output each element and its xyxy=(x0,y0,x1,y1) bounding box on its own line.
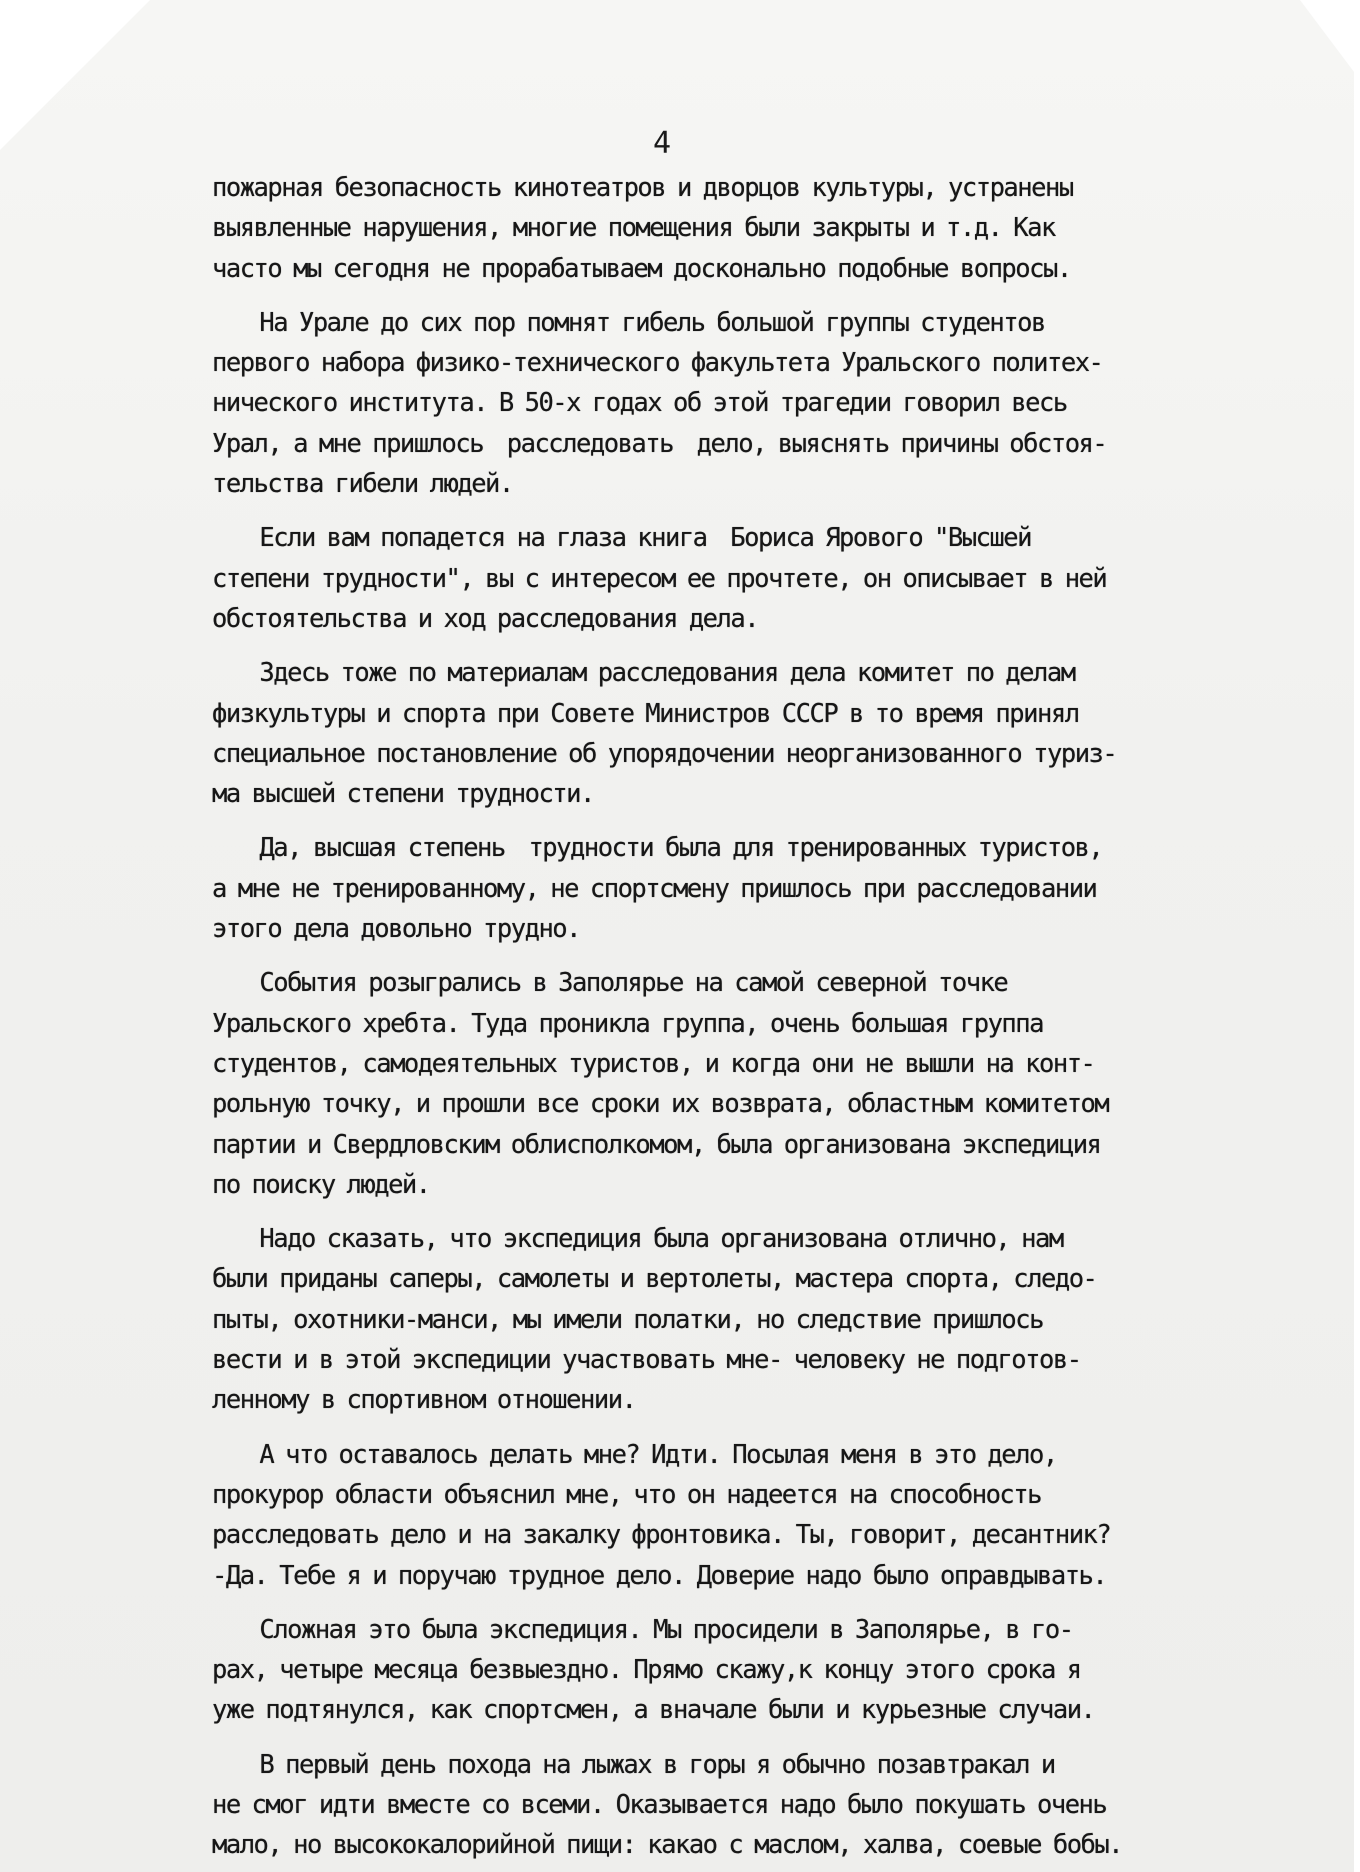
text-line: партии и Свердловским облисполкомом, была организована экспедиция xyxy=(212,1129,1101,1160)
text-line: Уральского хребта. Туда проникла группа, очень большая группа xyxy=(212,1008,1043,1039)
text-line: вести и в этой экспедиции участвовать мне- человеку не подготов- xyxy=(212,1345,1081,1376)
text-line: ма высшей степени трудности. xyxy=(212,779,594,810)
text-line: рах, четыре месяца безвыездно. Прямо скажу,к концу этого срока я xyxy=(212,1655,1081,1686)
text-line: пыты, охотники-манси, мы имели полатки, но следствие пришлось xyxy=(212,1304,1043,1335)
text-line: Если вам попадется на глаза книга Бориса Ярового "Высшей xyxy=(212,523,1031,554)
text-line: А что оставалось делать мне? Идти. Посылая меня в это дело, xyxy=(212,1439,1057,1470)
text-line: Здесь тоже по материалам расследования дела комитет по делам xyxy=(212,658,1075,689)
text-line: степени трудности", вы с интересом ее прочтете, он описывает в ней xyxy=(212,563,1107,594)
text-line: расследовать дело и на закалку фронтовика. Ты, говорит, десантник? xyxy=(212,1520,1111,1551)
text-line: первого набора физико-технического факультета Уральского политех- xyxy=(212,348,1103,379)
text-line: Надо сказать, что экспедиция была организована отлично, нам xyxy=(212,1224,1063,1255)
page-number: 4 xyxy=(653,126,672,161)
text-line: Сложная это была экспедиция. Мы просидели в Заполярье, в го- xyxy=(212,1614,1073,1645)
text-line: физкультуры и спорта при Совете Министров СССР в то время принял xyxy=(212,698,1079,729)
text-line: На Урале до сих пор помнят гибель большой группы студентов xyxy=(212,307,1045,338)
text-line: студентов, самодеятельных туристов, и когда они не вышли на конт- xyxy=(212,1048,1095,1079)
text-line: тельства гибели людей. xyxy=(212,469,513,500)
text-line: обстоятельства и ход расследования дела. xyxy=(212,603,759,634)
text-line: Урал, а мне пришлось расследовать дело, выяснять причины обстоя- xyxy=(212,428,1107,459)
text-line: -Да. Тебе я и поручаю трудное дело. Доверие надо было оправдывать. xyxy=(212,1560,1107,1591)
text-line: были приданы саперы, самолеты и вертолеты, мастера спорта, следо- xyxy=(212,1264,1097,1295)
text-line: ленному в спортивном отношении. xyxy=(212,1385,636,1416)
text-line: по поиску людей. xyxy=(212,1169,430,1200)
text-line: прокурор области объяснил мне, что он надеется на способность xyxy=(212,1479,1041,1510)
text-line: пожарная безопасность кинотеатров и дворцов культуры, устранены xyxy=(212,173,1073,203)
text-line: В первый день похода на лыжах в горы я обычно позавтракал и xyxy=(212,1749,1055,1780)
text-line: рольную точку, и прошли все сроки их возврата, областным комитетом xyxy=(212,1089,1109,1120)
text-line: специальное постановление об упорядочении неорганизованного туриз- xyxy=(212,738,1117,769)
text-line: уже подтянулся, как спортсмен, а вначале были и курьезные случаи. xyxy=(212,1695,1095,1726)
text-line: а мне не тренированному, не спортсмену пришлось при расследовании xyxy=(212,873,1097,904)
torn-corner xyxy=(1300,0,1360,80)
typewritten-text xyxy=(212,168,1330,1866)
folded-corner xyxy=(0,0,150,150)
text-line: выявленные нарушения, многие помещения были закрыты и т.д. Как xyxy=(212,213,1055,244)
text-line: часто мы сегодня не прорабатываем досконально подобные вопросы. xyxy=(212,253,1071,284)
text-line: этого дела довольно трудно. xyxy=(212,914,581,945)
text-line: мало, но высококалорийной пищи: какао с маслом, халва, соевые бобы. xyxy=(212,1830,1123,1861)
text-line: Да, высшая степень трудности была для тренированных туристов, xyxy=(212,833,1103,864)
page-edge xyxy=(1354,0,1360,1872)
text-line: События розыгрались в Заполярье на самой северной точке xyxy=(212,968,1008,999)
text-line: нического института. В 50-х годах об этой трагедии говорил весь xyxy=(212,388,1067,419)
text-line: не смог идти вместе со всеми. Оказывается надо было покушать очень xyxy=(212,1789,1107,1820)
